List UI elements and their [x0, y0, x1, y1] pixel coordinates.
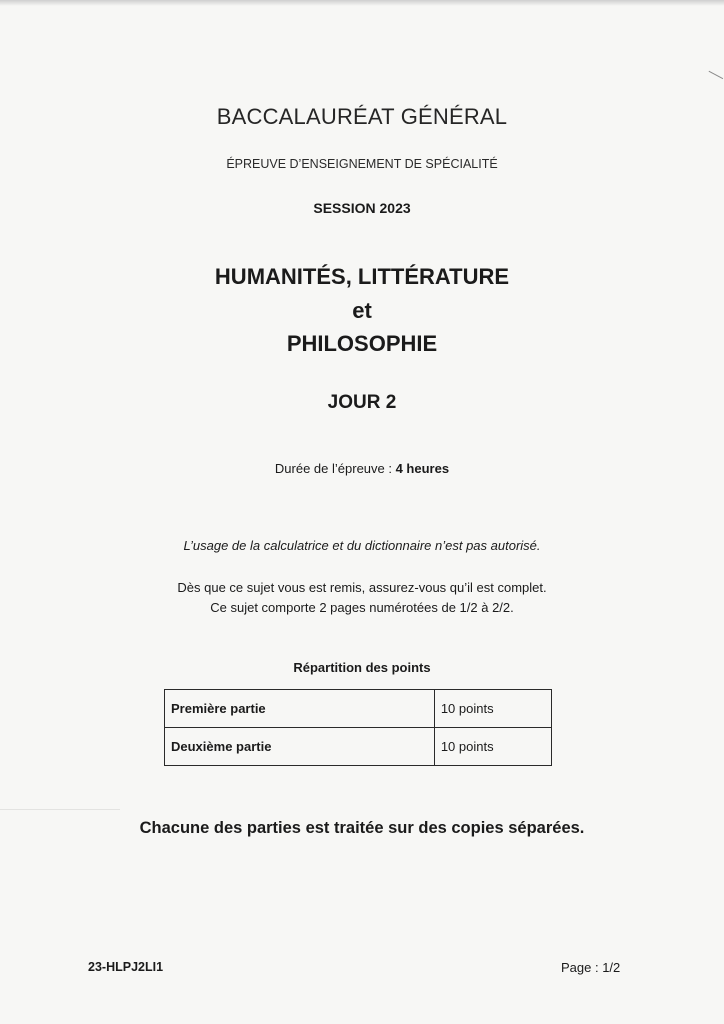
page-number: Page : 1/2 [561, 960, 621, 975]
part-points: 10 points [434, 728, 551, 766]
completeness-notice: Dès que ce sujet vous est remis, assurez-vous qu’il est complet. [177, 580, 547, 595]
subject-title-line-3: PHILOSOPHIE [286, 331, 438, 356]
exam-type-title: BACCALAURÉAT GÉNÉRAL [216, 104, 508, 129]
part-name: Deuxième partie [165, 728, 435, 766]
duration-value: 4 heures [395, 461, 450, 476]
exam-subtitle: ÉPREUVE D’ENSEIGNEMENT DE SPÉCIALITÉ [226, 157, 498, 171]
calculator-notice: L’usage de la calculatrice et du dictionnaire n’est pas autorisé. [183, 538, 541, 553]
part-name: Première partie [165, 690, 435, 728]
part-points: 10 points [434, 690, 551, 728]
duration-label: Durée de l’épreuve : [274, 461, 396, 476]
page-count-notice: Ce sujet comporte 2 pages numérotées de 1/2 à 2/2. [210, 600, 514, 615]
session-label: SESSION 2023 [313, 200, 411, 216]
points-heading: Répartition des points [293, 660, 431, 675]
exam-day: JOUR 2 [327, 392, 397, 413]
separate-copies-notice: Chacune des parties est traitée sur des copies séparées. [139, 819, 585, 837]
table-row [165, 690, 552, 728]
duration-line [182, 461, 542, 476]
scan-shadow-line [0, 809, 120, 810]
points-table [164, 689, 552, 766]
subject-title-line-2: et [352, 298, 372, 323]
subject-title-line-1: HUMANITÉS, LITTÉRATURE [214, 264, 510, 289]
scan-edge [0, 0, 724, 6]
subject-code: 23-HLPJ2LI1 [88, 960, 164, 974]
table-row [165, 728, 552, 766]
scan-mark [705, 71, 723, 86]
